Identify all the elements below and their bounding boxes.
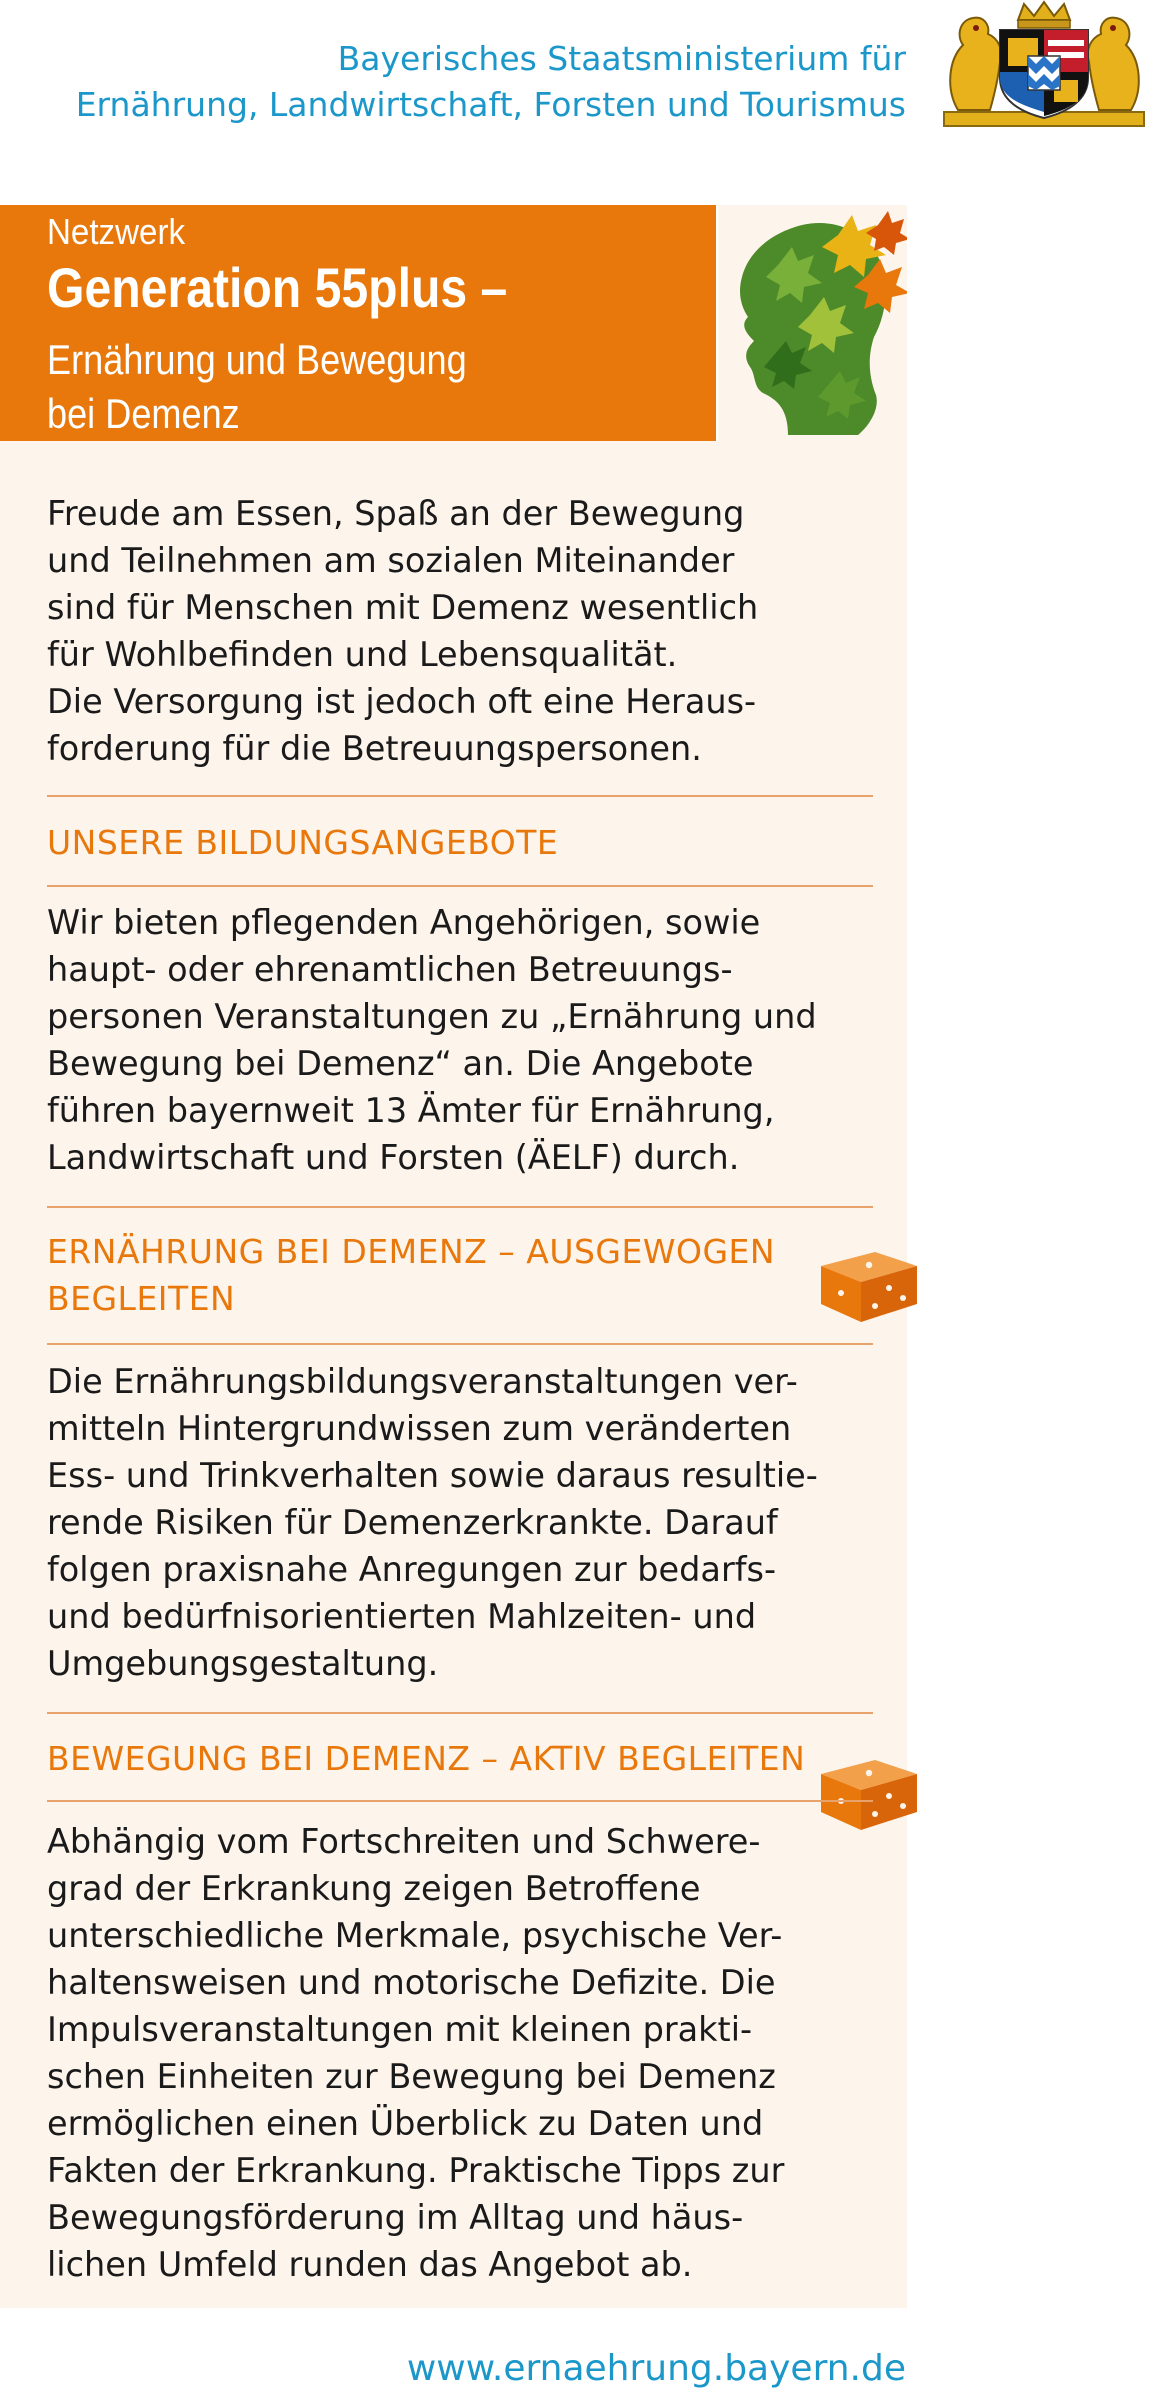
website-link[interactable]: www.ernaehrung.bayern.de — [406, 2348, 906, 2389]
section1-heading — [47, 819, 827, 866]
banner-subline-1: Ernährung und Bewegung — [47, 336, 467, 383]
intro-line: Freude am Essen, Spaß an der Bewegung — [47, 494, 745, 533]
section3-line: lichen Umfeld runden das Angebot ab. — [47, 2245, 693, 2284]
section1-line: führen bayernweit 13 Ämter für Ernährung, — [47, 1091, 775, 1130]
section1-line: haupt- oder ehrenamtlichen Betreuungs- — [47, 950, 733, 989]
section3-line: schen Einheiten zur Bewegung bei Demenz — [47, 2057, 776, 2096]
section-divider — [47, 885, 873, 887]
section2-line: folgen praxisnahe Anregungen zur bedarfs- — [47, 1550, 777, 1589]
intro-line: forderung für die Betreuungspersonen. — [47, 729, 702, 768]
section-divider — [47, 1800, 873, 1802]
section-divider — [47, 1206, 873, 1208]
section3-heading-line: BEWEGUNG BEI DEMENZ – AKTIV BEGLEITEN — [47, 1739, 806, 1778]
title-banner — [0, 205, 716, 441]
intro-line: Die Versorgung ist jedoch oft eine Heraus- — [47, 682, 757, 721]
section3-paragraph — [47, 1818, 887, 2288]
ministry-line-2: Ernährung, Landwirtschaft, Forsten und Tourismus — [75, 85, 906, 124]
banner-subline — [47, 333, 467, 441]
coat-of-arms-icon — [938, 0, 1151, 130]
section3-line: haltensweisen und motorische Defizite. Die — [47, 1963, 776, 2002]
section2-line: Ess- und Trinkverhalten sowie daraus resultie- — [47, 1456, 818, 1495]
section3-line: grad der Erkrankung zeigen Betroffene — [47, 1869, 701, 1908]
section-divider — [47, 1712, 873, 1714]
section3-heading — [47, 1735, 827, 1782]
section-divider — [47, 795, 873, 797]
intro-line: für Wohlbefinden und Lebensqualität. — [47, 635, 678, 674]
section1-heading-line: UNSERE BILDUNGSANGEBOTE — [47, 823, 559, 862]
section1-line: Landwirtschaft und Forsten (ÄELF) durch. — [47, 1138, 740, 1177]
ministry-line-1: Bayerisches Staatsministerium für — [337, 39, 906, 78]
section2-paragraph — [47, 1358, 887, 1687]
section-divider — [47, 1343, 873, 1345]
section2-line: Die Ernährungsbildungsveranstaltungen ver- — [47, 1362, 798, 1401]
banner-headline: Generation 55plus – — [47, 256, 508, 319]
section3-line: Abhängig vom Fortschreiten und Schwere- — [47, 1822, 761, 1861]
ministry-name — [76, 36, 906, 128]
section3-line: Impulsveranstaltungen mit kleinen prakti- — [47, 2010, 753, 2049]
section2-line: und bedürfnisorientierten Mahlzeiten- und — [47, 1597, 757, 1636]
section2-line: mitteln Hintergrundwissen zum veränderten — [47, 1409, 792, 1448]
section1-line: Wir bieten pflegenden Angehörigen, sowie — [47, 903, 761, 942]
section1-line: Bewegung bei Demenz“ an. Die Angebote — [47, 1044, 754, 1083]
intro-line: sind für Menschen mit Demenz wesentlich — [47, 588, 759, 627]
dice-icon — [815, 1236, 923, 1326]
section3-line: Fakten der Erkrankung. Praktische Tipps zur — [47, 2151, 785, 2190]
intro-paragraph — [47, 490, 887, 772]
banner-subline-2: bei Demenz — [47, 390, 240, 437]
section1-paragraph — [47, 899, 887, 1181]
section3-line: unterschiedliche Merkmale, psychische Ver- — [47, 1916, 783, 1955]
section2-line: Umgebungsgestaltung. — [47, 1644, 439, 1683]
section1-line: personen Veranstaltungen zu „Ernährung und — [47, 997, 817, 1036]
section2-heading-line: ERNÄHRUNG BEI DEMENZ – AUSGEWOGEN — [47, 1232, 776, 1271]
section2-line: rende Risiken für Demenzerkrankte. Darauf — [47, 1503, 778, 1542]
leaf-head-illustration-icon — [718, 205, 907, 441]
section2-heading-line: BEGLEITEN — [47, 1279, 236, 1318]
section2-heading — [47, 1228, 827, 1322]
section3-line: Bewegungsförderung im Alltag und häus- — [47, 2198, 744, 2237]
banner-kicker: Netzwerk — [47, 211, 186, 252]
section3-line: ermöglichen einen Überblick zu Daten und — [47, 2104, 764, 2143]
intro-line: und Teilnehmen am sozialen Miteinander — [47, 541, 735, 580]
